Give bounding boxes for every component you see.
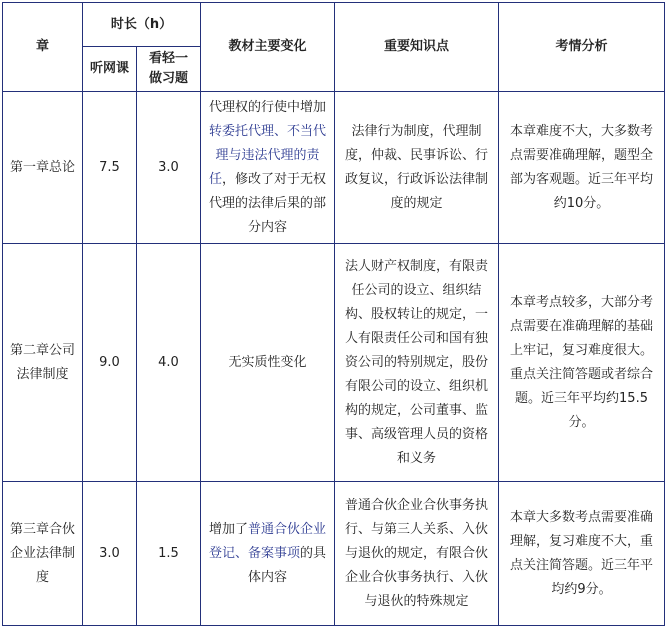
practice-hours: 3.0 [137, 92, 201, 244]
online-hours: 7.5 [83, 92, 137, 244]
analysis-cell: 本章考点较多，大部分考点需要在准确理解的基础上牢记，复习难度很大。重点关注简答题或者综合题。近三年平均约15.5分。 [499, 244, 665, 482]
changes-text: 增加了 [209, 521, 249, 537]
changes-text: 的具体内容 [248, 545, 327, 585]
changes-cell [201, 482, 335, 626]
changes-highlight: 普通合伙企业登记、备案事项 [209, 521, 327, 561]
changes-highlight: 转委托代理、不当代理与违法代理的责任 [209, 123, 327, 187]
online-hours: 9.0 [83, 244, 137, 482]
online-hours: 3.0 [83, 482, 137, 626]
practice-hours: 1.5 [137, 482, 201, 626]
chapter-cell: 第二章公司法律制度 [3, 244, 83, 482]
header-analysis: 考情分析 [499, 3, 665, 92]
chapter-cell: 第三章合伙企业法律制度 [3, 482, 83, 626]
exam-plan-table [2, 2, 665, 626]
changes-cell [201, 244, 335, 482]
header-changes: 教材主要变化 [201, 3, 335, 92]
header-row [3, 3, 665, 47]
header-knowledge: 重要知识点 [335, 3, 499, 92]
changes-cell [201, 92, 335, 244]
chapter-cell: 第一章总论 [3, 92, 83, 244]
header-duration: 时长（h） [83, 3, 201, 47]
changes-text: 代理权的行使中增加 [209, 99, 327, 115]
knowledge-cell: 普通合伙企业合伙事务执行、与第三人关系、入伙与退伙的规定，有限合伙企业合伙事务执行、入伙与退伙的特殊规定 [335, 482, 499, 626]
changes-text: 无实质性变化 [228, 354, 307, 370]
knowledge-cell: 法人财产权制度，有限责任公司的设立、组织结构、股权转让的规定，一人有限责任公司和国有独资公司的特别规定，股份有限公司的设立、组织机构的规定，公司董事、监事、高级管理人员的资格和义务 [335, 244, 499, 482]
header-chapter: 章 [3, 3, 83, 92]
analysis-cell: 本章大多数考点需要准确理解，复习难度不大，重点关注简答题。近三年平均约9分。 [499, 482, 665, 626]
header-online: 听网课 [83, 47, 137, 92]
table-row [3, 244, 665, 482]
header-practice: 看轻一做习题 [137, 47, 201, 92]
practice-hours: 4.0 [137, 244, 201, 482]
changes-text: ，修改了对于无权代理的法律后果的部分内容 [209, 171, 327, 235]
table-row [3, 482, 665, 626]
analysis-cell: 本章难度不大，大多数考点需要准确理解，题型全部为客观题。近三年平均约10分。 [499, 92, 665, 244]
knowledge-cell: 法律行为制度，代理制度，仲裁、民事诉讼、行政复议，行政诉讼法律制度的规定 [335, 92, 499, 244]
table-row [3, 92, 665, 244]
